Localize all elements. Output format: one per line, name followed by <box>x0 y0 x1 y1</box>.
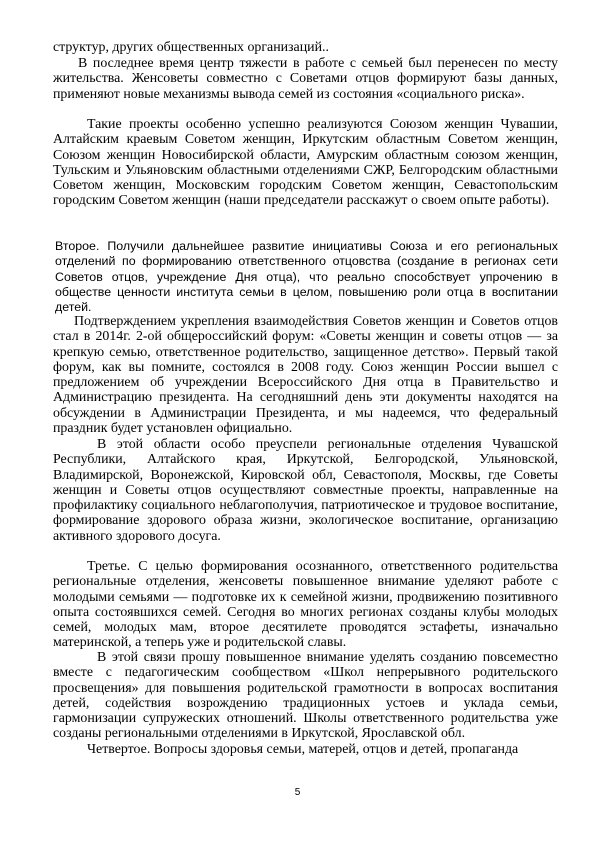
paragraph-second: Второе. Получили дальнейшее развитие инициативы Союза и его региональных отделений по формированию ответственного отцовства (создание в регионах сети Советов отцов, учреждение Дня отца), что реально способствует упрочению в обществе ценности института семьи в целом, повышению роли отца в воспитании детей. <box>55 239 558 315</box>
paragraph-continuation: структур, других общественных организаций.. <box>53 40 329 55</box>
page-number: 5 <box>294 787 301 798</box>
paragraph-community-work: В последнее время центр тяжести в работе с семьей был перенесен по месту жительства. Женсоветы совместно с Советами отцов формируют базы данных, применяют новые механизмы вывода семей из состояния «социального риска». <box>53 56 558 102</box>
paragraph-fourth: Четвертое. Вопросы здоровья семьи, матерей, отцов и детей, пропаганда <box>87 742 519 757</box>
paragraph-third: Третье. С целью формирования осознанного, ответственного родительства региональные отделения, женсоветы повышенное внимание уделяют работе с молодыми семьями — подготовке их к семейной жизни, продвижению позитивного опыта состоявшихся семей. Сегодня во многих регионах созданы клубы молодых семей, молодых мам, второе десятилете проводятся эстафеты, изначально материнской, а теперь уже и родительской славы. <box>53 559 558 651</box>
paragraph-forum: Подтверждением укрепления взаимодействия Советов женщин и Советов отцов стал в 2014г. 2-ой общероссийский форум: «Советы женщин и советы отцов — за крепкую семью, ответственное родительство, защищенное детство». Первый такой форум, как вы помните, состоялся в 2008 году. Союз женщин России вышел с предложением об учреждении Всероссийского Дня отца в Правительство и Администрацию президента. На сегодняшний день эти документы находятся на обсуждении в Администрации Президента, и мы надеемся, что федеральный праздник будет установлен официально. <box>53 314 558 437</box>
paragraph-schools: В этой связи прошу повышенное внимание уделять созданию повсеместно вместе с педагогическим сообществом «Школ непрерывного родительского просвещения» для повышения родительской грамотности в вопросах воспитания детей, содействия возрождению традиционных устоев и уклада семьи, гармонизации супружеских отношений. Школы ответственного родительства уже созданы региональными отделениями в Иркутской, Ярославской обл. <box>53 650 558 742</box>
paragraph-regions: В этой области особо преуспели региональные отделения Чувашской Республики, Алтайского края, Иркутской, Белгородской, Ульяновской, Владимирской, Воронежской, Кировской обл, Севастополя, Москвы, где Советы женщин и Советы отцов осуществляют совместные проекты, направленные на профилактику социального неблагополучия, патриотическое и трудовое воспитание, формирование здорового образа жизни, экологическое воспитание, организацию активного здорового досуга. <box>53 437 558 544</box>
paragraph-projects: Такие проекты особенно успешно реализуются Союзом женщин Чувашии, Алтайским краевым Советом женщин, Иркутским областным Советом женщин, Союзом женщин Новосибирской области, Амурским областным союзом женщин, Тульским и Ульяновским областными отделениями СЖР, Белгородским областными Советом женщин, Московским городским Советом женщин, Севастопольским городским Советом женщин (наши председатели расскажут о своем опыте работы). <box>53 117 558 209</box>
